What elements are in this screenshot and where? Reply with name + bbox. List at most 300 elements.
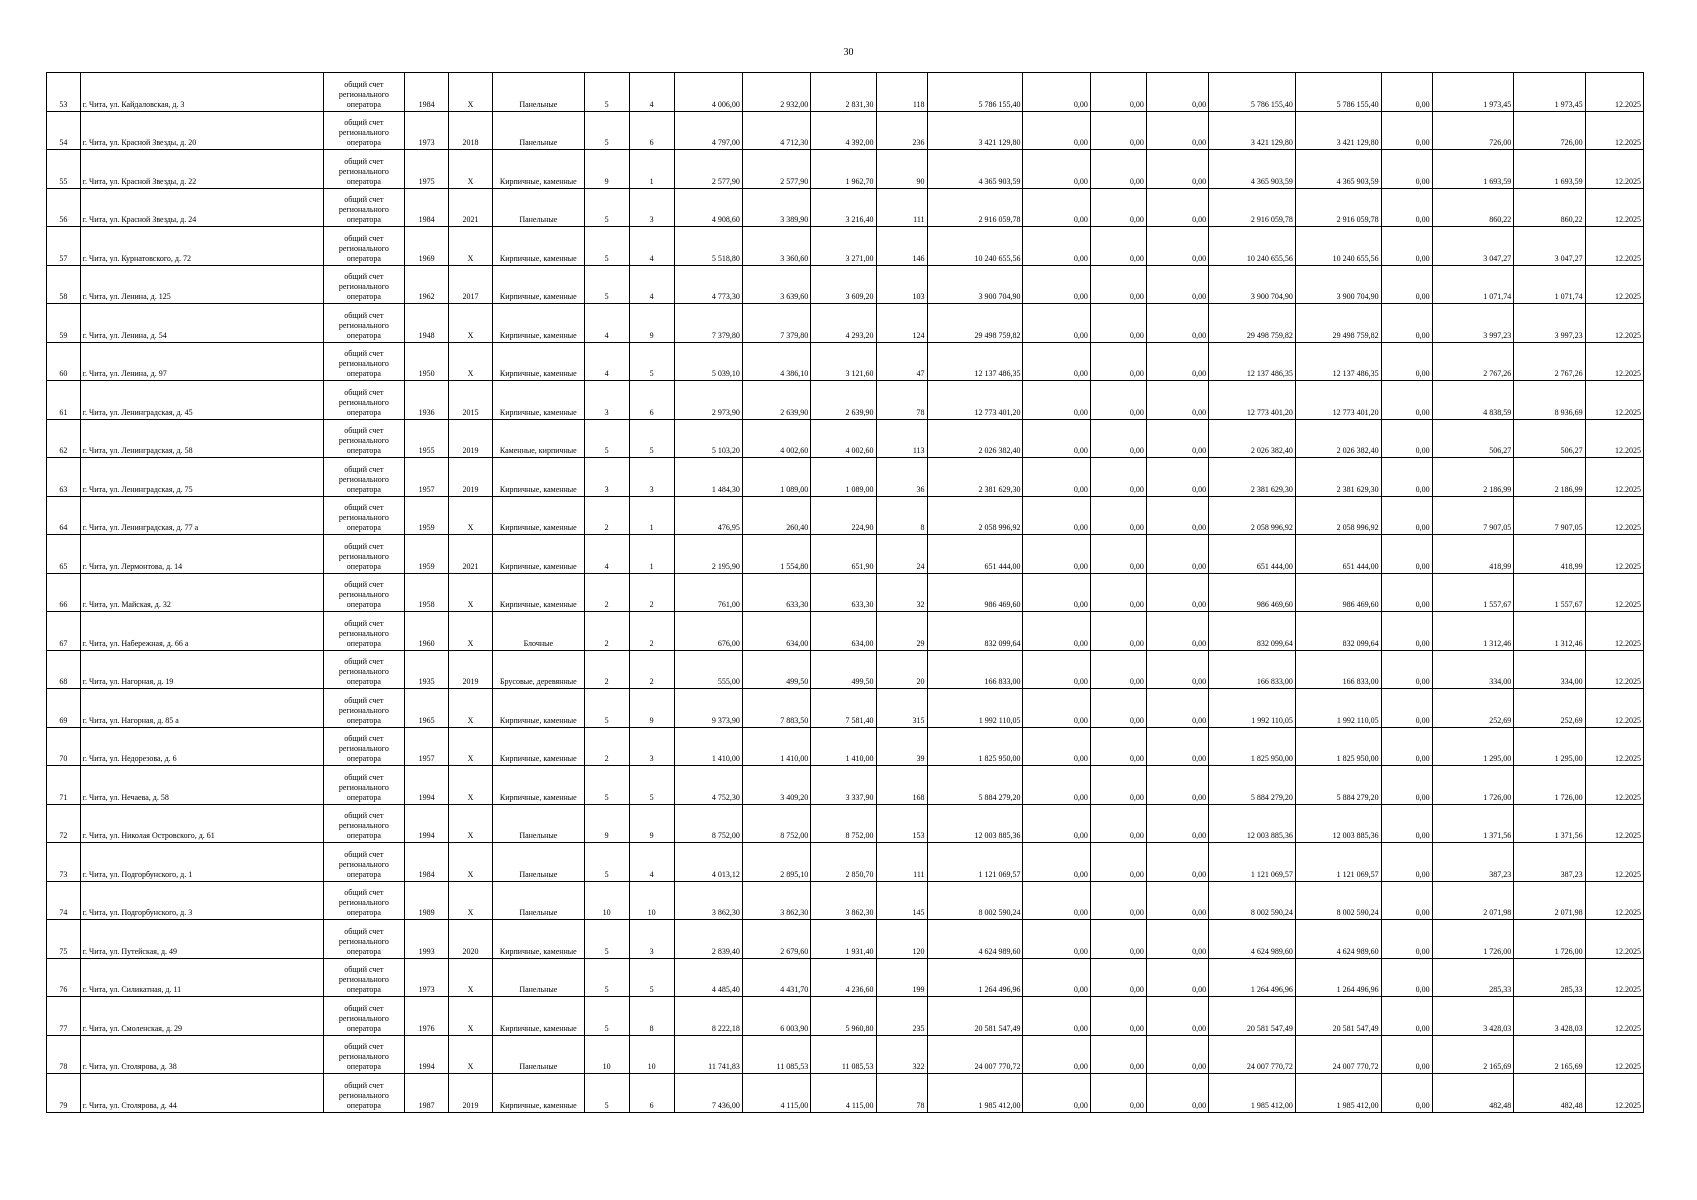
owner-funds: 651 444,00 (1209, 535, 1296, 574)
residential-area: 4 293,20 (811, 304, 876, 343)
floors: 5 (584, 111, 629, 150)
row-number: 72 (47, 804, 81, 843)
regional-funds: 0,00 (1090, 1035, 1146, 1074)
year-last-repair: 2019 (449, 1074, 493, 1113)
municipal-funds: 0,00 (1146, 843, 1208, 882)
table-row (47, 188, 1644, 227)
other-funds: 0,00 (1381, 958, 1432, 997)
row-number: 63 (47, 458, 81, 497)
total-area: 4 006,00 (674, 73, 742, 112)
federal-funds: 0,00 (1023, 227, 1090, 266)
table-row (47, 804, 1644, 843)
premises-area: 3 360,60 (742, 227, 810, 266)
year-last-repair: 2019 (449, 458, 493, 497)
total-cost: 832 099,64 (927, 612, 1023, 651)
regional-funds: 0,00 (1090, 881, 1146, 920)
residential-area: 2 831,30 (811, 73, 876, 112)
other-funds: 0,00 (1381, 188, 1432, 227)
address: г. Чита, ул. Николая Островского, д. 61 (80, 804, 323, 843)
housing-repair-table (46, 72, 1644, 1113)
federal-funds: 0,00 (1023, 650, 1090, 689)
address: г. Чита, ул. Недорезова, д. 6 (80, 727, 323, 766)
wall-material: Кирпичные, каменные (492, 573, 584, 612)
entrances: 5 (629, 419, 674, 458)
federal-funds: 0,00 (1023, 958, 1090, 997)
floors: 3 (584, 381, 629, 420)
residents-count: 24 (876, 535, 927, 574)
residents-count: 78 (876, 1074, 927, 1113)
total-cost: 2 916 059,78 (927, 188, 1023, 227)
residential-area: 499,50 (811, 650, 876, 689)
year-last-repair: X (449, 843, 493, 882)
residential-area: 3 609,20 (811, 265, 876, 304)
premises-area: 6 003,90 (742, 997, 810, 1036)
max-unit-cost: 1 071,74 (1514, 265, 1585, 304)
table-row (47, 958, 1644, 997)
row-number: 64 (47, 496, 81, 535)
owner-funds: 1 985 412,00 (1209, 1074, 1296, 1113)
premises-area: 634,00 (742, 612, 810, 651)
floors: 5 (584, 843, 629, 882)
year-built: 1958 (405, 573, 449, 612)
residents-count: 322 (876, 1035, 927, 1074)
owner-funds-total: 10 240 655,56 (1295, 227, 1381, 266)
entrances: 6 (629, 381, 674, 420)
federal-funds: 0,00 (1023, 265, 1090, 304)
regional-funds: 0,00 (1090, 727, 1146, 766)
total-cost: 2 026 382,40 (927, 419, 1023, 458)
total-area: 1 484,30 (674, 458, 742, 497)
year-built: 1994 (405, 766, 449, 805)
fund-method: общий счет регионального оператора (323, 111, 405, 150)
table-row (47, 1074, 1644, 1113)
wall-material: Кирпичные, каменные (492, 997, 584, 1036)
residents-count: 29 (876, 612, 927, 651)
fund-method: общий счет регионального оператора (323, 612, 405, 651)
owner-funds-total: 4 365 903,59 (1295, 150, 1381, 189)
federal-funds: 0,00 (1023, 381, 1090, 420)
address: г. Чита, ул. Ленинградская, д. 77 а (80, 496, 323, 535)
planned-date: 12.2025 (1585, 496, 1643, 535)
entrances: 8 (629, 997, 674, 1036)
total-area: 8 752,00 (674, 804, 742, 843)
planned-date: 12.2025 (1585, 1035, 1643, 1074)
premises-area: 499,50 (742, 650, 810, 689)
max-unit-cost: 3 997,23 (1514, 304, 1585, 343)
floors: 5 (584, 689, 629, 728)
year-last-repair: 2019 (449, 650, 493, 689)
wall-material: Панельные (492, 804, 584, 843)
wall-material: Кирпичные, каменные (492, 227, 584, 266)
premises-area: 1 410,00 (742, 727, 810, 766)
total-area: 2 839,40 (674, 920, 742, 959)
unit-cost: 3 047,27 (1432, 227, 1514, 266)
unit-cost: 1 726,00 (1432, 920, 1514, 959)
year-built: 1994 (405, 1035, 449, 1074)
floors: 5 (584, 227, 629, 266)
row-number: 71 (47, 766, 81, 805)
federal-funds: 0,00 (1023, 496, 1090, 535)
entrances: 2 (629, 650, 674, 689)
total-cost: 5 786 155,40 (927, 73, 1023, 112)
address: г. Чита, ул. Ленина, д. 54 (80, 304, 323, 343)
total-area: 4 797,00 (674, 111, 742, 150)
premises-area: 2 577,90 (742, 150, 810, 189)
entrances: 2 (629, 612, 674, 651)
max-unit-cost: 418,99 (1514, 535, 1585, 574)
year-built: 1994 (405, 804, 449, 843)
entrances: 9 (629, 304, 674, 343)
wall-material: Кирпичные, каменные (492, 304, 584, 343)
municipal-funds: 0,00 (1146, 111, 1208, 150)
owner-funds-total: 1 992 110,05 (1295, 689, 1381, 728)
floors: 4 (584, 535, 629, 574)
floors: 2 (584, 650, 629, 689)
premises-area: 4 431,70 (742, 958, 810, 997)
entrances: 3 (629, 188, 674, 227)
unit-cost: 334,00 (1432, 650, 1514, 689)
max-unit-cost: 3 047,27 (1514, 227, 1585, 266)
entrances: 4 (629, 73, 674, 112)
other-funds: 0,00 (1381, 1035, 1432, 1074)
federal-funds: 0,00 (1023, 881, 1090, 920)
address: г. Чита, ул. Ленинградская, д. 58 (80, 419, 323, 458)
wall-material: Кирпичные, каменные (492, 342, 584, 381)
owner-funds: 3 900 704,90 (1209, 265, 1296, 304)
year-last-repair: X (449, 804, 493, 843)
residential-area: 224,90 (811, 496, 876, 535)
municipal-funds: 0,00 (1146, 419, 1208, 458)
planned-date: 12.2025 (1585, 650, 1643, 689)
year-built: 1973 (405, 111, 449, 150)
other-funds: 0,00 (1381, 766, 1432, 805)
premises-area: 8 752,00 (742, 804, 810, 843)
premises-area: 3 862,30 (742, 881, 810, 920)
max-unit-cost: 2 186,99 (1514, 458, 1585, 497)
table-row (47, 766, 1644, 805)
total-area: 2 973,90 (674, 381, 742, 420)
row-number: 57 (47, 227, 81, 266)
year-built: 1975 (405, 150, 449, 189)
address: г. Чита, ул. Смоленская, д. 29 (80, 997, 323, 1036)
owner-funds-total: 2 916 059,78 (1295, 188, 1381, 227)
address: г. Чита, ул. Курнатовского, д. 72 (80, 227, 323, 266)
fund-method: общий счет регионального оператора (323, 342, 405, 381)
floors: 4 (584, 342, 629, 381)
wall-material: Панельные (492, 111, 584, 150)
max-unit-cost: 1 726,00 (1514, 766, 1585, 805)
residential-area: 4 115,00 (811, 1074, 876, 1113)
page-number: 30 (843, 47, 854, 58)
entrances: 5 (629, 766, 674, 805)
premises-area: 2 679,60 (742, 920, 810, 959)
regional-funds: 0,00 (1090, 997, 1146, 1036)
max-unit-cost: 726,00 (1514, 111, 1585, 150)
fund-method: общий счет регионального оператора (323, 419, 405, 458)
unit-cost: 1 312,46 (1432, 612, 1514, 651)
municipal-funds: 0,00 (1146, 188, 1208, 227)
owner-funds-total: 5 786 155,40 (1295, 73, 1381, 112)
entrances: 6 (629, 1074, 674, 1113)
total-area: 4 485,40 (674, 958, 742, 997)
table-row (47, 458, 1644, 497)
fund-method: общий счет регионального оператора (323, 1074, 405, 1113)
regional-funds: 0,00 (1090, 419, 1146, 458)
federal-funds: 0,00 (1023, 188, 1090, 227)
owner-funds: 1 121 069,57 (1209, 843, 1296, 882)
federal-funds: 0,00 (1023, 1035, 1090, 1074)
address: г. Чита, ул. Ленина, д. 125 (80, 265, 323, 304)
owner-funds-total: 5 884 279,20 (1295, 766, 1381, 805)
total-cost: 12 003 885,36 (927, 804, 1023, 843)
owner-funds: 2 026 382,40 (1209, 419, 1296, 458)
row-number: 54 (47, 111, 81, 150)
fund-method: общий счет регионального оператора (323, 150, 405, 189)
unit-cost: 1 071,74 (1432, 265, 1514, 304)
regional-funds: 0,00 (1090, 573, 1146, 612)
total-area: 8 222,18 (674, 997, 742, 1036)
wall-material: Кирпичные, каменные (492, 458, 584, 497)
total-area: 7 436,00 (674, 1074, 742, 1113)
total-area: 476,95 (674, 496, 742, 535)
table-row (47, 843, 1644, 882)
other-funds: 0,00 (1381, 381, 1432, 420)
max-unit-cost: 2 767,26 (1514, 342, 1585, 381)
premises-area: 2 895,10 (742, 843, 810, 882)
residential-area: 651,90 (811, 535, 876, 574)
regional-funds: 0,00 (1090, 766, 1146, 805)
entrances: 3 (629, 920, 674, 959)
total-area: 1 410,00 (674, 727, 742, 766)
municipal-funds: 0,00 (1146, 612, 1208, 651)
residents-count: 145 (876, 881, 927, 920)
total-cost: 24 007 770,72 (927, 1035, 1023, 1074)
other-funds: 0,00 (1381, 342, 1432, 381)
residents-count: 168 (876, 766, 927, 805)
total-cost: 166 833,00 (927, 650, 1023, 689)
planned-date: 12.2025 (1585, 1074, 1643, 1113)
table-body (47, 73, 1644, 1113)
fund-method: общий счет регионального оператора (323, 804, 405, 843)
fund-method: общий счет регионального оператора (323, 573, 405, 612)
year-last-repair: X (449, 227, 493, 266)
planned-date: 12.2025 (1585, 73, 1643, 112)
max-unit-cost: 1 973,45 (1514, 73, 1585, 112)
max-unit-cost: 860,22 (1514, 188, 1585, 227)
fund-method: общий счет регионального оператора (323, 650, 405, 689)
unit-cost: 1 557,67 (1432, 573, 1514, 612)
row-number: 62 (47, 419, 81, 458)
year-built: 1984 (405, 188, 449, 227)
year-built: 1955 (405, 419, 449, 458)
unit-cost: 1 973,45 (1432, 73, 1514, 112)
residential-area: 1 410,00 (811, 727, 876, 766)
max-unit-cost: 334,00 (1514, 650, 1585, 689)
federal-funds: 0,00 (1023, 535, 1090, 574)
floors: 5 (584, 419, 629, 458)
fund-method: общий счет регионального оператора (323, 997, 405, 1036)
fund-method: общий счет регионального оператора (323, 920, 405, 959)
year-last-repair: X (449, 881, 493, 920)
residential-area: 634,00 (811, 612, 876, 651)
entrances: 10 (629, 881, 674, 920)
year-last-repair: X (449, 573, 493, 612)
owner-funds-total: 3 421 129,80 (1295, 111, 1381, 150)
year-built: 1957 (405, 727, 449, 766)
planned-date: 12.2025 (1585, 997, 1643, 1036)
residents-count: 236 (876, 111, 927, 150)
total-area: 5 518,80 (674, 227, 742, 266)
owner-funds-total: 1 825 950,00 (1295, 727, 1381, 766)
owner-funds: 832 099,64 (1209, 612, 1296, 651)
entrances: 4 (629, 843, 674, 882)
unit-cost: 1 295,00 (1432, 727, 1514, 766)
municipal-funds: 0,00 (1146, 73, 1208, 112)
owner-funds: 2 058 996,92 (1209, 496, 1296, 535)
total-area: 2 195,90 (674, 535, 742, 574)
municipal-funds: 0,00 (1146, 227, 1208, 266)
address: г. Чита, ул. Красной Звезды, д. 20 (80, 111, 323, 150)
total-cost: 3 900 704,90 (927, 265, 1023, 304)
year-built: 1984 (405, 73, 449, 112)
residential-area: 1 962,70 (811, 150, 876, 189)
fund-method: общий счет регионального оператора (323, 496, 405, 535)
table-row (47, 881, 1644, 920)
year-built: 1989 (405, 881, 449, 920)
planned-date: 12.2025 (1585, 227, 1643, 266)
table-row (47, 227, 1644, 266)
total-cost: 1 121 069,57 (927, 843, 1023, 882)
year-built: 1936 (405, 381, 449, 420)
regional-funds: 0,00 (1090, 381, 1146, 420)
year-built: 1965 (405, 689, 449, 728)
max-unit-cost: 3 428,03 (1514, 997, 1585, 1036)
premises-area: 633,30 (742, 573, 810, 612)
total-cost: 1 825 950,00 (927, 727, 1023, 766)
address: г. Чита, ул. Ленина, д. 97 (80, 342, 323, 381)
residents-count: 32 (876, 573, 927, 612)
year-built: 1935 (405, 650, 449, 689)
other-funds: 0,00 (1381, 650, 1432, 689)
floors: 10 (584, 1035, 629, 1074)
address: г. Чита, ул. Лермонтова, д. 14 (80, 535, 323, 574)
address: г. Чита, ул. Столярова, д. 38 (80, 1035, 323, 1074)
wall-material: Панельные (492, 188, 584, 227)
address: г. Чита, ул. Нагорная, д. 85 а (80, 689, 323, 728)
fund-method: общий счет регионального оператора (323, 958, 405, 997)
federal-funds: 0,00 (1023, 73, 1090, 112)
fund-method: общий счет регионального оператора (323, 304, 405, 343)
total-cost: 1 264 496,96 (927, 958, 1023, 997)
residential-area: 1 931,40 (811, 920, 876, 959)
unit-cost: 387,23 (1432, 843, 1514, 882)
owner-funds-total: 832 099,64 (1295, 612, 1381, 651)
year-last-repair: X (449, 958, 493, 997)
year-last-repair: X (449, 496, 493, 535)
residents-count: 120 (876, 920, 927, 959)
other-funds: 0,00 (1381, 804, 1432, 843)
entrances: 4 (629, 227, 674, 266)
address: г. Чита, ул. Набережная, д. 66 а (80, 612, 323, 651)
federal-funds: 0,00 (1023, 843, 1090, 882)
total-area: 555,00 (674, 650, 742, 689)
total-cost: 2 058 996,92 (927, 496, 1023, 535)
planned-date: 12.2025 (1585, 342, 1643, 381)
municipal-funds: 0,00 (1146, 689, 1208, 728)
address: г. Чита, ул. Путейская, д. 49 (80, 920, 323, 959)
owner-funds-total: 8 002 590,24 (1295, 881, 1381, 920)
owner-funds-total: 2 381 629,30 (1295, 458, 1381, 497)
address: г. Чита, ул. Нагорная, д. 19 (80, 650, 323, 689)
other-funds: 0,00 (1381, 881, 1432, 920)
total-area: 2 577,90 (674, 150, 742, 189)
owner-funds: 10 240 655,56 (1209, 227, 1296, 266)
total-cost: 20 581 547,49 (927, 997, 1023, 1036)
row-number: 60 (47, 342, 81, 381)
regional-funds: 0,00 (1090, 496, 1146, 535)
residential-area: 4 002,60 (811, 419, 876, 458)
unit-cost: 506,27 (1432, 419, 1514, 458)
total-cost: 8 002 590,24 (927, 881, 1023, 920)
owner-funds-total: 2 026 382,40 (1295, 419, 1381, 458)
row-number: 68 (47, 650, 81, 689)
table-row (47, 612, 1644, 651)
year-built: 1948 (405, 304, 449, 343)
residential-area: 4 236,60 (811, 958, 876, 997)
row-number: 61 (47, 381, 81, 420)
fund-method: общий счет регионального оператора (323, 766, 405, 805)
table-row (47, 1035, 1644, 1074)
other-funds: 0,00 (1381, 73, 1432, 112)
year-last-repair: 2020 (449, 920, 493, 959)
residential-area: 4 392,00 (811, 111, 876, 150)
other-funds: 0,00 (1381, 458, 1432, 497)
residential-area: 3 121,60 (811, 342, 876, 381)
address: г. Чита, ул. Кайдаловская, д. 3 (80, 73, 323, 112)
wall-material: Кирпичные, каменные (492, 766, 584, 805)
owner-funds: 2 381 629,30 (1209, 458, 1296, 497)
year-last-repair: X (449, 997, 493, 1036)
entrances: 9 (629, 804, 674, 843)
unit-cost: 1 726,00 (1432, 766, 1514, 805)
premises-area: 3 409,20 (742, 766, 810, 805)
owner-funds-total: 1 264 496,96 (1295, 958, 1381, 997)
residents-count: 103 (876, 265, 927, 304)
floors: 5 (584, 73, 629, 112)
year-last-repair: 2015 (449, 381, 493, 420)
residential-area: 3 216,40 (811, 188, 876, 227)
other-funds: 0,00 (1381, 419, 1432, 458)
residential-area: 1 089,00 (811, 458, 876, 497)
regional-funds: 0,00 (1090, 150, 1146, 189)
regional-funds: 0,00 (1090, 804, 1146, 843)
planned-date: 12.2025 (1585, 111, 1643, 150)
floors: 5 (584, 958, 629, 997)
row-number: 58 (47, 265, 81, 304)
planned-date: 12.2025 (1585, 265, 1643, 304)
premises-area: 4 712,30 (742, 111, 810, 150)
floors: 2 (584, 727, 629, 766)
federal-funds: 0,00 (1023, 458, 1090, 497)
unit-cost: 3 428,03 (1432, 997, 1514, 1036)
residents-count: 111 (876, 843, 927, 882)
municipal-funds: 0,00 (1146, 958, 1208, 997)
wall-material: Кирпичные, каменные (492, 535, 584, 574)
address: г. Чита, ул. Силикатная, д. 11 (80, 958, 323, 997)
residents-count: 20 (876, 650, 927, 689)
floors: 2 (584, 496, 629, 535)
federal-funds: 0,00 (1023, 1074, 1090, 1113)
